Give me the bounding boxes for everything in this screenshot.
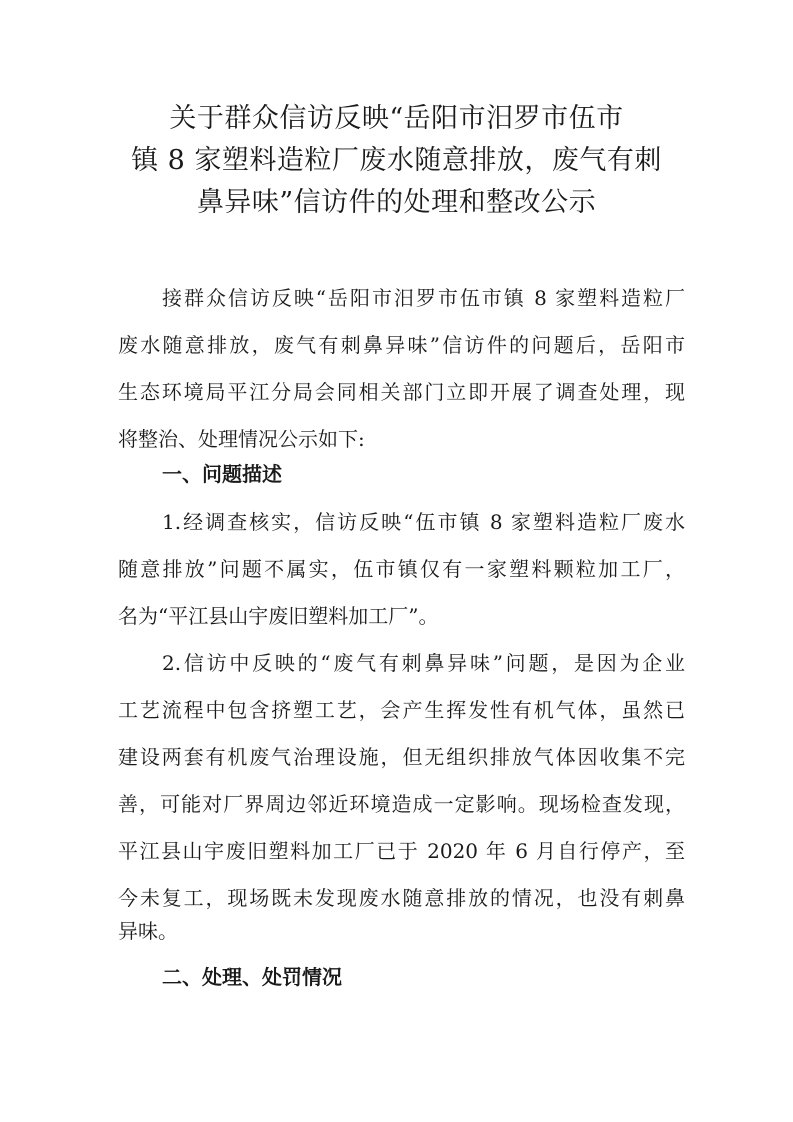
intro-line: 废水随意排放，废气有刺鼻异味”信访件的问题后，岳阳市 [118, 333, 685, 357]
item2-line: 今未复工，现场既未发现废水随意排放的情况，也没有刺鼻 [118, 886, 685, 910]
section-heading: 二、处理、处罚情况 [162, 965, 342, 989]
intro-line: 将整治、处理情况公示如下: [118, 427, 365, 451]
item2-line: 异味。 [118, 919, 178, 943]
intro-line: 接群众信访反映“岳阳市汨罗市伍市镇 8 家塑料造粒厂 [162, 286, 685, 310]
title-line: 镇 8 家塑料造粒厂废水随意排放，废气有刺 [131, 145, 662, 176]
item1-line: 随意排放”问题不属实，伍市镇仅有一家塑料颗粒加工厂， [118, 557, 685, 581]
document-title [100, 98, 693, 224]
title-line: 鼻异味”信访件的处理和整改公示 [196, 187, 597, 218]
item2-line: 平江县山宇废旧塑料加工厂已于 2020 年 6 月自行停产，至 [118, 839, 685, 863]
item2-line: 2.信访中反映的“废气有刺鼻异味”问题，是因为企业 [162, 651, 685, 675]
item1-line: 1.经调查核实，信访反映“伍市镇 8 家塑料造粒厂废水 [162, 510, 685, 534]
section-heading: 一、问题描述 [162, 462, 282, 486]
item2-line: 建设两套有机废气治理设施，但无组织排放气体因收集不完 [118, 745, 685, 769]
item2-line: 善，可能对厂界周边邻近环境造成一定影响。现场检查发现， [118, 792, 685, 816]
item2-line: 工艺流程中包含挤塑工艺，会产生挥发性有机气体，虽然已 [118, 698, 685, 722]
title-line: 关于群众信访反映“岳阳市汨罗市伍市 [169, 103, 624, 134]
item1-line: 名为“平江县山宇废旧塑料加工厂”。 [118, 604, 439, 628]
intro-line: 生态环境局平江分局会同相关部门立即开展了调查处理，现 [118, 380, 685, 404]
